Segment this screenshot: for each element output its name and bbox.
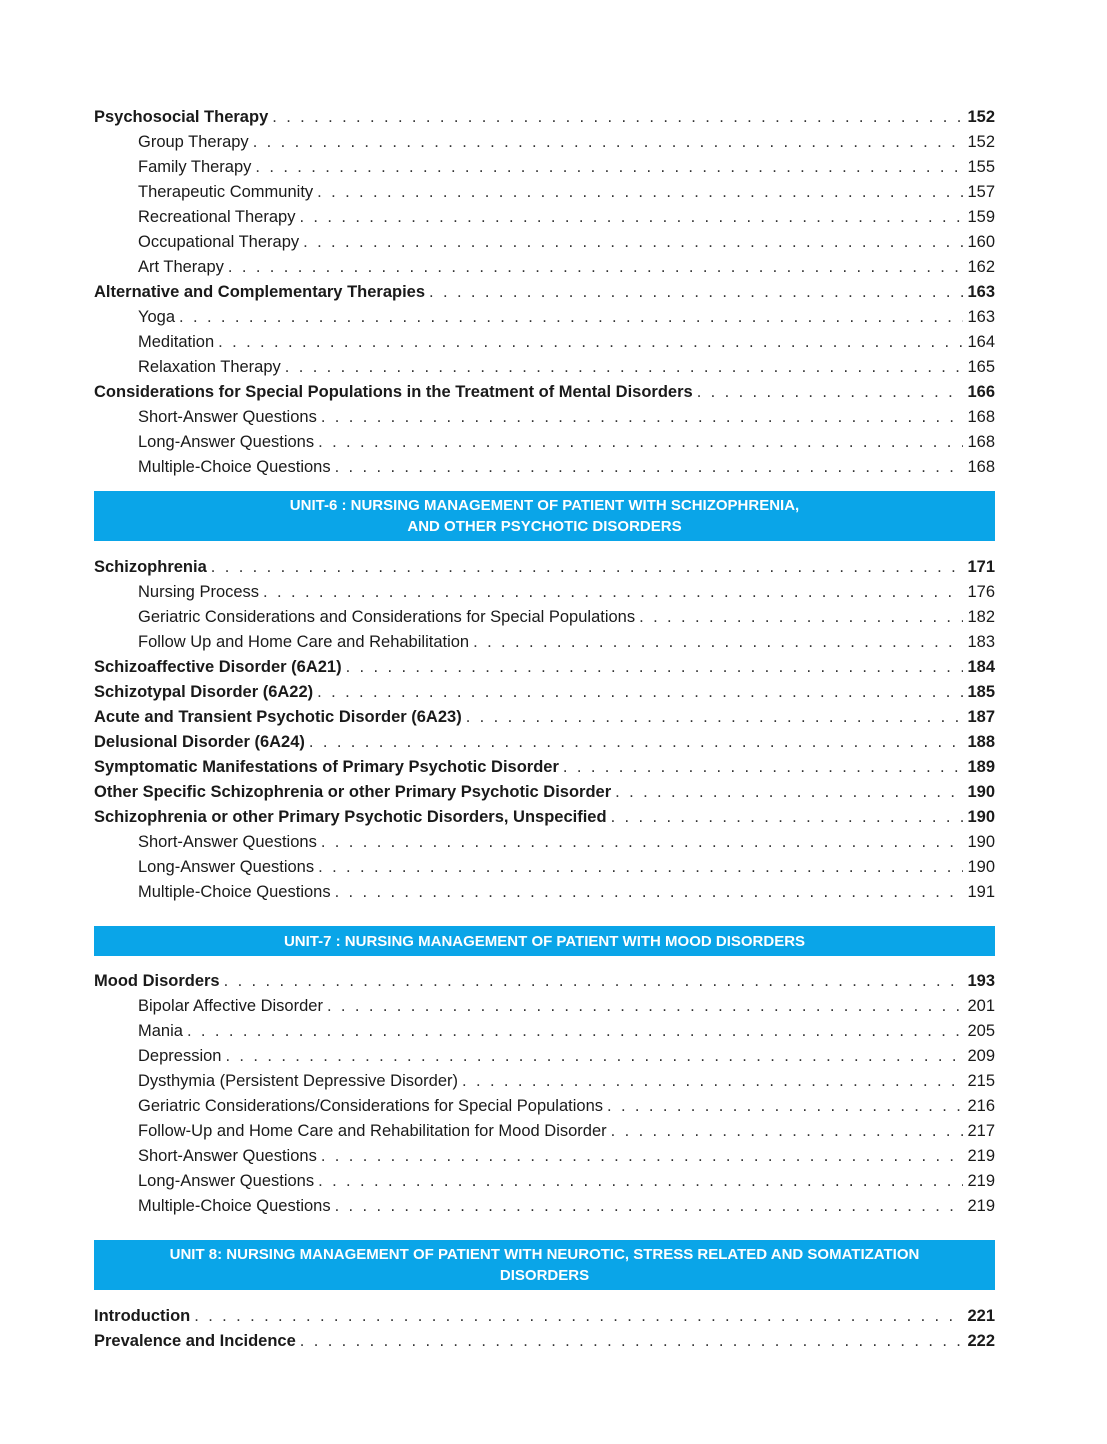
toc-entry-page: 160 (967, 233, 995, 251)
toc-section-unit6 (94, 555, 995, 905)
toc-entry-page: 164 (967, 333, 995, 351)
toc-entry-sub[interactable] (94, 994, 995, 1019)
dot-leader (272, 105, 963, 130)
toc-entry-page: 191 (967, 883, 995, 901)
toc-entry-page: 221 (967, 1307, 995, 1325)
unit-6-title-line2: AND OTHER PSYCHOTIC DISORDERS (407, 518, 682, 535)
toc-entry-title: Depression (138, 1047, 222, 1065)
toc-entry-page: 190 (967, 783, 995, 801)
toc-entry-page: 219 (967, 1197, 995, 1215)
unit-7-banner (94, 926, 995, 956)
toc-entry-title: Delusional Disorder (6A24) (94, 733, 305, 751)
toc-entry-page: 222 (967, 1332, 995, 1350)
toc-entry-title: Schizotypal Disorder (6A22) (94, 683, 314, 701)
toc-entry-page: 217 (967, 1122, 995, 1140)
toc-entry-title: Schizophrenia (94, 558, 207, 576)
dot-leader (321, 405, 964, 430)
toc-entry-page: 219 (967, 1172, 995, 1190)
toc-entry-page: 209 (967, 1047, 995, 1065)
dot-leader (639, 605, 963, 630)
dot-leader (285, 355, 964, 380)
dot-leader (321, 1144, 964, 1169)
toc-entry-page: 166 (967, 383, 995, 401)
dot-leader (327, 994, 964, 1019)
unit-6-banner (94, 491, 995, 541)
dot-leader (335, 880, 964, 905)
unit-7-title: UNIT-7 : NURSING MANAGEMENT OF PATIENT WITH MOOD DISORDERS (283, 932, 806, 950)
toc-entry-sub[interactable] (94, 1144, 995, 1169)
toc-entry-page: 163 (967, 308, 995, 326)
toc-entry-title: Schizophrenia or other Primary Psychotic Disorders, Unspecified (94, 808, 607, 826)
toc-entry-title: Other Specific Schizophrenia or other Primary Psychotic Disorder (94, 783, 612, 801)
toc-entry-sub[interactable] (94, 1169, 995, 1194)
dot-leader (263, 580, 963, 605)
toc-entry-title: Short-Answer Questions (138, 1147, 317, 1165)
dot-leader (299, 205, 963, 230)
dot-leader (335, 1194, 964, 1219)
toc-entry-title: Follow-Up and Home Care and Rehabilitation for Mood Disorder (138, 1122, 607, 1140)
toc-entry-page: 159 (967, 208, 995, 226)
dot-leader (462, 1069, 963, 1094)
toc-entry-page: 215 (967, 1072, 995, 1090)
dot-leader (211, 555, 964, 580)
toc-entry-title: Occupational Therapy (138, 233, 300, 251)
toc-entry-page: 189 (967, 758, 995, 776)
toc-entry-title: Geriatric Considerations and Considerations for Special Populations (138, 608, 636, 626)
toc-entry-page: 163 (967, 283, 995, 301)
toc-entry-sub[interactable] (94, 155, 995, 180)
toc-entry-page: 190 (967, 858, 995, 876)
toc-entry-title: Relaxation Therapy (138, 358, 281, 376)
toc-entry-title: Meditation (138, 333, 215, 351)
dot-leader (318, 1169, 963, 1194)
toc-entry-page: 190 (967, 833, 995, 851)
toc-entry-sub[interactable] (94, 355, 995, 380)
toc-entry-main[interactable] (94, 655, 995, 680)
toc-entry-sub[interactable] (94, 605, 995, 630)
toc-entry-title: Symptomatic Manifestations of Primary Psychotic Disorder (94, 758, 559, 776)
toc-entry-page: 168 (967, 433, 995, 451)
toc-entry-title: Art Therapy (138, 258, 224, 276)
toc-entry-page: 205 (967, 1022, 995, 1040)
toc-entry-sub[interactable] (94, 880, 995, 905)
toc-entry-page: 216 (967, 1097, 995, 1115)
toc-entry-title: Multiple-Choice Questions (138, 458, 331, 476)
toc-entry-title: Geriatric Considerations/Considerations for Special Populations (138, 1097, 603, 1115)
toc-entry-main[interactable] (94, 805, 995, 830)
dot-leader (225, 1044, 963, 1069)
unit-8-banner (94, 1240, 995, 1290)
unit-8-title-line2: DISORDERS (499, 1267, 590, 1284)
toc-entry-sub[interactable] (94, 855, 995, 880)
dot-leader (697, 380, 964, 405)
toc-entry-sub[interactable] (94, 1019, 995, 1044)
dot-leader (309, 730, 964, 755)
toc-entry-title: Yoga (138, 308, 176, 326)
toc-entry-page: 201 (967, 997, 995, 1015)
toc-entry-title: Therapeutic Community (138, 183, 314, 201)
toc-entry-title: Follow Up and Home Care and Rehabilitation (138, 633, 470, 651)
toc-entry-page: 188 (967, 733, 995, 751)
toc-entry-title: Bipolar Affective Disorder (138, 997, 323, 1015)
toc-entry-sub[interactable] (94, 1094, 995, 1119)
toc-entry-title: Long-Answer Questions (138, 433, 315, 451)
toc-entry-title: Short-Answer Questions (138, 833, 317, 851)
dot-leader (611, 805, 964, 830)
toc-entry-page: 165 (967, 358, 995, 376)
toc-entry-sub[interactable] (94, 630, 995, 655)
dot-leader (335, 455, 964, 480)
toc-entry-sub[interactable] (94, 430, 995, 455)
toc-entry-title: Mania (138, 1022, 183, 1040)
dot-leader (300, 1329, 964, 1354)
toc-entry-page: 152 (967, 133, 995, 151)
toc-entry-title: Family Therapy (138, 158, 252, 176)
toc-entry-main[interactable] (94, 780, 995, 805)
toc-entry-title: Schizoaffective Disorder (6A21) (94, 658, 342, 676)
toc-entry-title: Alternative and Complementary Therapies (94, 283, 426, 301)
dot-leader (473, 630, 963, 655)
dot-leader (318, 855, 963, 880)
toc-entry-sub[interactable] (94, 830, 995, 855)
toc-entry-main[interactable] (94, 730, 995, 755)
dot-leader (303, 230, 963, 255)
dot-leader (615, 780, 963, 805)
dot-leader (607, 1094, 963, 1119)
table-of-contents (94, 105, 995, 1354)
toc-entry-sub[interactable] (94, 330, 995, 355)
toc-section-unit5 (94, 105, 995, 480)
toc-entry-page: 182 (967, 608, 995, 626)
toc-entry-main[interactable] (94, 680, 995, 705)
toc-entry-title: Nursing Process (138, 583, 260, 601)
toc-entry-sub[interactable] (94, 255, 995, 280)
toc-entry-page: 168 (967, 408, 995, 426)
dot-leader (317, 680, 963, 705)
toc-entry-page: 168 (967, 458, 995, 476)
toc-entry-sub[interactable] (94, 205, 995, 230)
toc-entry-main[interactable] (94, 280, 995, 305)
toc-entry-page: 162 (967, 258, 995, 276)
toc-entry-title: Prevalence and Incidence (94, 1332, 296, 1350)
toc-entry-page: 193 (967, 972, 995, 990)
toc-entry-main[interactable] (94, 969, 995, 994)
toc-entry-title: Introduction (94, 1307, 191, 1325)
dot-leader (317, 180, 963, 205)
toc-entry-sub[interactable] (94, 1119, 995, 1144)
toc-entry-page: 176 (967, 583, 995, 601)
toc-entry-title: Long-Answer Questions (138, 858, 315, 876)
toc-entry-sub[interactable] (94, 130, 995, 155)
dot-leader (563, 755, 964, 780)
unit-8-title-line1: UNIT 8: NURSING MANAGEMENT OF PATIENT WITH NEUROTIC, STRESS RELATED AND SOMATIZATION (169, 1246, 920, 1263)
toc-entry-page: 185 (967, 683, 995, 701)
toc-entry-page: 184 (967, 658, 995, 676)
toc-section-unit8 (94, 1304, 995, 1354)
toc-entry-page: 171 (967, 558, 995, 576)
toc-entry-sub[interactable] (94, 180, 995, 205)
toc-entry-title: Multiple-Choice Questions (138, 883, 331, 901)
toc-entry-sub[interactable] (94, 455, 995, 480)
toc-entry-title: Dysthymia (Persistent Depressive Disorder) (138, 1072, 459, 1090)
toc-entry-main[interactable] (94, 755, 995, 780)
toc-section-unit7 (94, 969, 995, 1219)
toc-entry-sub[interactable] (94, 580, 995, 605)
dot-leader (429, 280, 963, 305)
dot-leader (255, 155, 963, 180)
dot-leader (466, 705, 964, 730)
toc-entry-sub[interactable] (94, 305, 995, 330)
toc-entry-page: 190 (967, 808, 995, 826)
dot-leader (224, 969, 964, 994)
toc-entry-page: 157 (967, 183, 995, 201)
toc-entry-sub[interactable] (94, 405, 995, 430)
toc-entry-main[interactable] (94, 105, 995, 130)
toc-entry-title: Mood Disorders (94, 972, 220, 990)
toc-entry-page: 187 (967, 708, 995, 726)
dot-leader (228, 255, 964, 280)
dot-leader (179, 305, 963, 330)
toc-entry-title: Recreational Therapy (138, 208, 296, 226)
dot-leader (187, 1019, 964, 1044)
toc-entry-page: 219 (967, 1147, 995, 1165)
toc-entry-page: 183 (967, 633, 995, 651)
toc-entry-page: 152 (967, 108, 995, 126)
toc-entry-main[interactable] (94, 380, 995, 405)
toc-entry-title: Group Therapy (138, 133, 249, 151)
toc-entry-title: Acute and Transient Psychotic Disorder (6A23) (94, 708, 462, 726)
toc-entry-main[interactable] (94, 705, 995, 730)
toc-entry-title: Multiple-Choice Questions (138, 1197, 331, 1215)
dot-leader (253, 130, 964, 155)
dot-leader (318, 430, 963, 455)
dot-leader (194, 1304, 963, 1329)
dot-leader (346, 655, 964, 680)
dot-leader (611, 1119, 964, 1144)
toc-entry-sub[interactable] (94, 230, 995, 255)
toc-entry-main[interactable] (94, 1329, 995, 1354)
dot-leader (321, 830, 964, 855)
toc-entry-main[interactable] (94, 1304, 995, 1329)
toc-entry-title: Psychosocial Therapy (94, 108, 269, 126)
toc-entry-title: Long-Answer Questions (138, 1172, 315, 1190)
toc-entry-sub[interactable] (94, 1069, 995, 1094)
toc-entry-sub[interactable] (94, 1194, 995, 1219)
toc-entry-page: 155 (967, 158, 995, 176)
toc-entry-title: Short-Answer Questions (138, 408, 317, 426)
dot-leader (218, 330, 963, 355)
toc-entry-main[interactable] (94, 555, 995, 580)
unit-6-title-line1: UNIT-6 : NURSING MANAGEMENT OF PATIENT WITH SCHIZOPHRENIA, (289, 497, 800, 514)
toc-entry-title: Considerations for Special Populations in the Treatment of Mental Disorders (94, 383, 693, 401)
toc-entry-sub[interactable] (94, 1044, 995, 1069)
